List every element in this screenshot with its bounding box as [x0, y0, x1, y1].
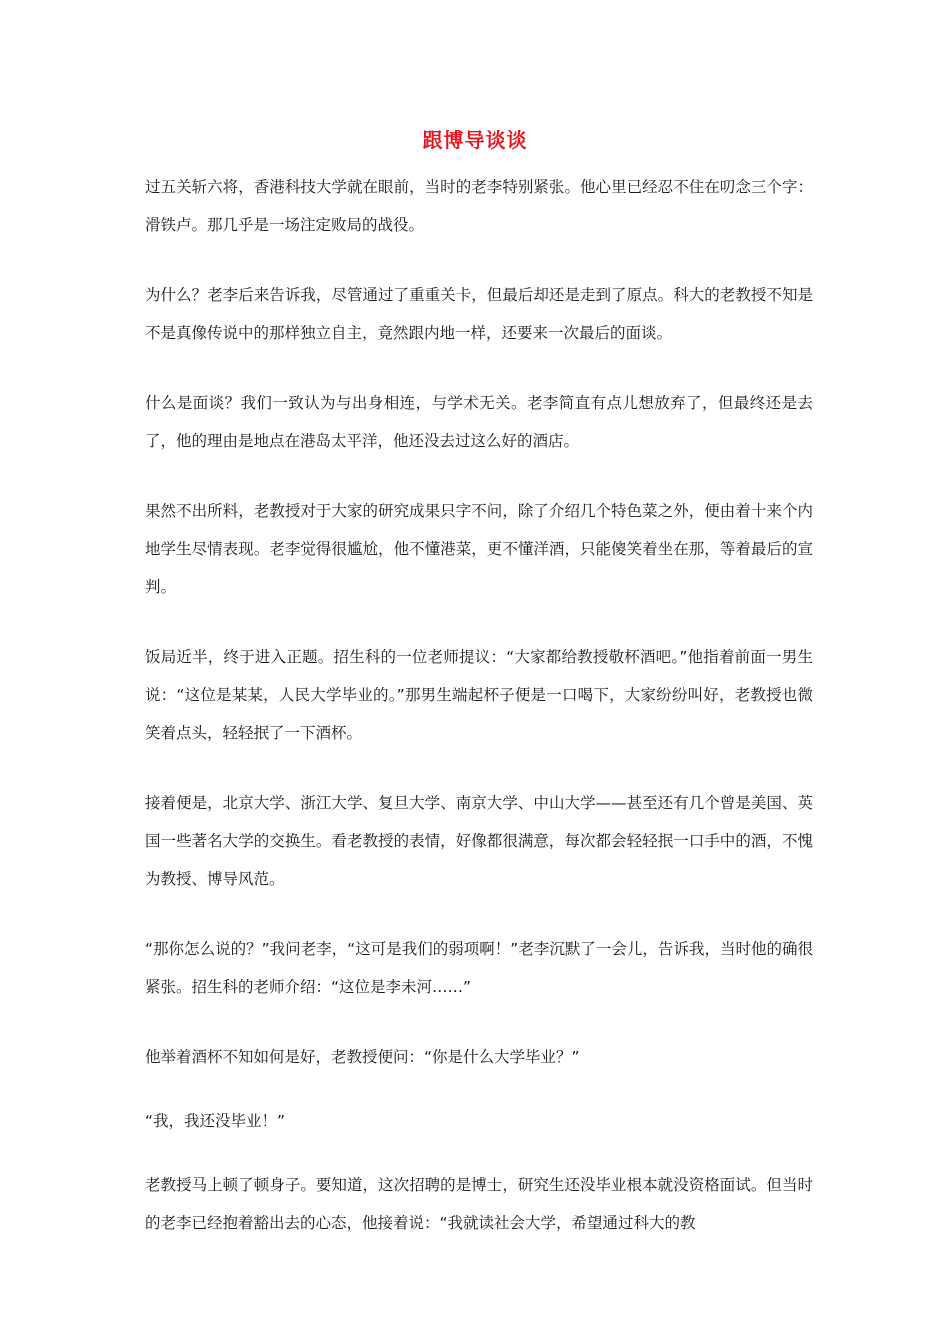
- paragraph-10: 老教授马上顿了顿身子。要知道，这次招聘的是博士，研究生还没毕业根本就没资格面试。但当时的老李已经抱着豁出去的心态，他接着说：“我就读社会大学，希望通过科大的教: [145, 1176, 813, 1232]
- document-body: [145, 168, 813, 1274]
- paragraph-7: “那你怎么说的？”我问老李，“这可是我们的弱项啊！”老李沉默了一会儿，告诉我，当时他的确很紧张。招生科的老师介绍：“这位是李未河……”: [145, 940, 813, 996]
- paragraph-2: 为什么？老李后来告诉我，尽管通过了重重关卡，但最后却还是走到了原点。科大的老教授不知是不是真像传说中的那样独立自主，竟然跟内地一样，还要来一次最后的面谈。: [145, 286, 813, 342]
- paragraph-8: 他举着酒杯不知如何是好，老教授便问：“你是什么大学毕业？”: [145, 1048, 580, 1066]
- paragraph-4: 果然不出所料，老教授对于大家的研究成果只字不问，除了介绍几个特色菜之外，便由着十来个内地学生尽情表现。老李觉得很尴尬，他不懂港菜，更不懂洋酒，只能傻笑着坐在那，等着最后的宣判。: [145, 502, 813, 596]
- paragraph-9: “我，我还没毕业！”: [145, 1112, 286, 1130]
- paragraph-5: 饭局近半，终于进入正题。招生科的一位老师提议：“大家都给教授敬杯酒吧。”他指着前面一男生说：“这位是某某，人民大学毕业的。”那男生端起杯子便是一口喝下，大家纷纷叫好，老教授也微笑着点头，轻轻抿了一下酒杯。: [145, 648, 813, 742]
- paragraph-1: 过五关斩六将，香港科技大学就在眼前，当时的老李特别紧张。他心里已经忍不住在叨念三个字：滑铁卢。那几乎是一场注定败局的战役。: [145, 178, 813, 234]
- document-title: 跟博导谈谈: [422, 128, 528, 152]
- paragraph-3: 什么是面谈？我们一致认为与出身相连，与学术无关。老李简直有点儿想放弃了，但最终还是去了，他的理由是地点在港岛太平洋，他还没去过这么好的酒店。: [145, 394, 813, 450]
- paragraph-6: 接着便是，北京大学、浙江大学、复旦大学、南京大学、中山大学——甚至还有几个曾是美国、英国一些著名大学的交换生。看老教授的表情，好像都很满意，每次都会轻轻抿一口手中的酒，不愧为教授、博导风范。: [145, 794, 813, 888]
